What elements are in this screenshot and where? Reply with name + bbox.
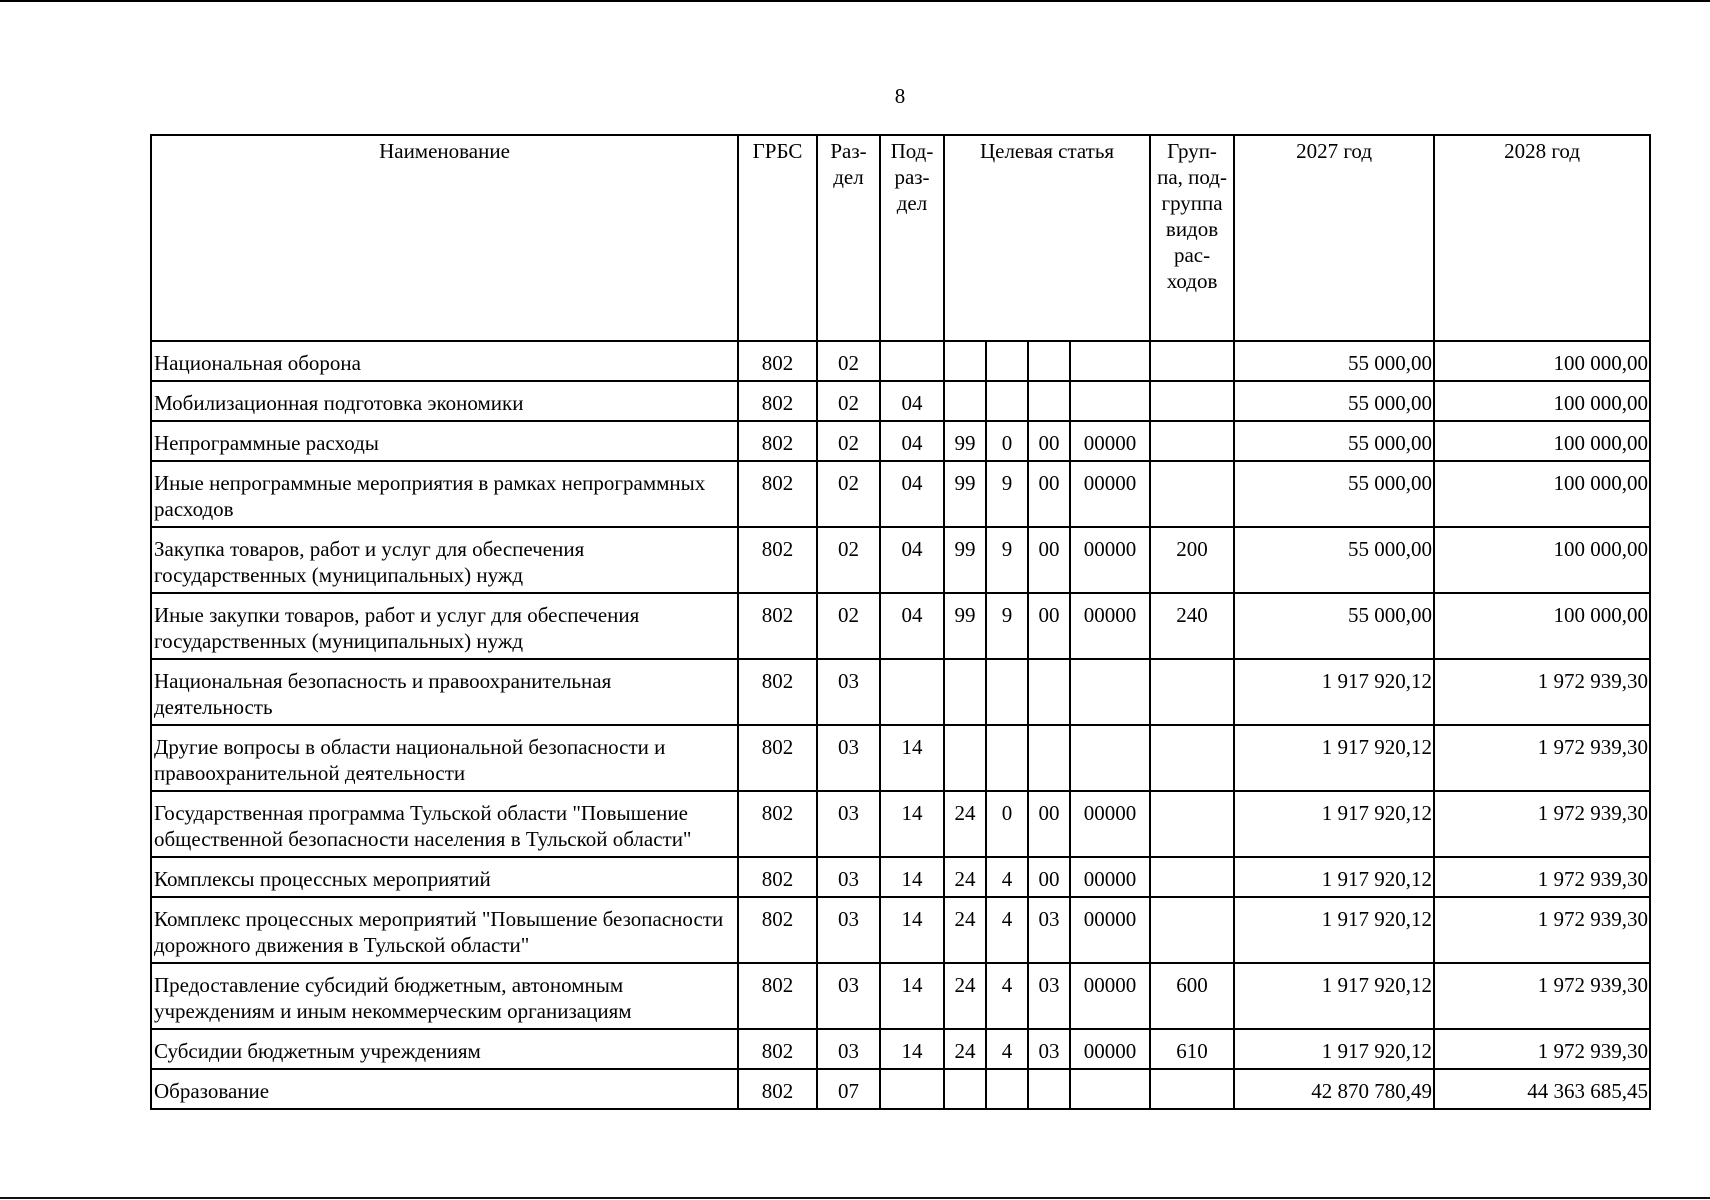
cell-cs-program: 99	[944, 593, 986, 659]
table-row	[151, 857, 1650, 897]
budget-table	[150, 134, 1651, 1110]
cell-cs-program: 99	[944, 421, 986, 461]
cell-vr	[1150, 421, 1234, 461]
cell-razdel: 03	[817, 659, 880, 725]
cell-2027: 1 917 920,12	[1234, 963, 1434, 1029]
table-row	[151, 1029, 1650, 1069]
cell-cs-program: 24	[944, 963, 986, 1029]
cell-cs-program: 24	[944, 857, 986, 897]
cell-cs-type: 4	[986, 1029, 1028, 1069]
cell-cs-type	[986, 659, 1028, 725]
cell-razdel: 03	[817, 1029, 880, 1069]
cell-podrazdel: 04	[880, 593, 944, 659]
cell-name: Непрограммные расходы	[151, 421, 738, 461]
cell-2027: 55 000,00	[1234, 527, 1434, 593]
cell-name: Национальная оборона	[151, 341, 738, 381]
cell-2027: 1 917 920,12	[1234, 857, 1434, 897]
cell-razdel: 03	[817, 963, 880, 1029]
cell-cs-subprogram: 00	[1028, 461, 1070, 527]
header-podrazdel: Под- раз- дел	[880, 135, 944, 341]
cell-cs-subprogram: 00	[1028, 791, 1070, 857]
cell-podrazdel	[880, 341, 944, 381]
cell-cs-type: 9	[986, 461, 1028, 527]
cell-cs-direction: 00000	[1070, 527, 1150, 593]
cell-cs-program: 24	[944, 897, 986, 963]
cell-2027: 1 917 920,12	[1234, 897, 1434, 963]
cell-cs-program	[944, 659, 986, 725]
cell-cs-program	[944, 381, 986, 421]
cell-cs-direction: 00000	[1070, 791, 1150, 857]
cell-grbs: 802	[738, 341, 817, 381]
cell-podrazdel: 04	[880, 461, 944, 527]
cell-vr	[1150, 659, 1234, 725]
cell-cs-type	[986, 1069, 1028, 1109]
cell-2028: 100 000,00	[1434, 461, 1650, 527]
cell-cs-program: 24	[944, 791, 986, 857]
cell-2028: 1 972 939,30	[1434, 725, 1650, 791]
header-name: Наименование	[151, 135, 738, 341]
cell-cs-subprogram: 00	[1028, 593, 1070, 659]
table-row	[151, 341, 1650, 381]
cell-vr: 610	[1150, 1029, 1234, 1069]
cell-razdel: 02	[817, 527, 880, 593]
cell-cs-type: 4	[986, 897, 1028, 963]
header-gruppa: Груп- па, под- группа видов рас- ходов	[1150, 135, 1234, 341]
cell-cs-subprogram: 00	[1028, 527, 1070, 593]
cell-vr	[1150, 857, 1234, 897]
cell-grbs: 802	[738, 857, 817, 897]
cell-cs-subprogram	[1028, 725, 1070, 791]
cell-cs-type: 9	[986, 593, 1028, 659]
cell-cs-type: 0	[986, 421, 1028, 461]
table-row	[151, 791, 1650, 857]
cell-cs-direction	[1070, 659, 1150, 725]
cell-name: Иные непрограммные мероприятия в рамках непрограммных расходов	[151, 461, 738, 527]
cell-vr: 200	[1150, 527, 1234, 593]
cell-cs-type	[986, 341, 1028, 381]
cell-cs-type: 4	[986, 963, 1028, 1029]
cell-2028: 1 972 939,30	[1434, 791, 1650, 857]
cell-vr: 240	[1150, 593, 1234, 659]
cell-cs-subprogram: 03	[1028, 897, 1070, 963]
scan-border-top	[0, 0, 1710, 2]
cell-cs-program: 99	[944, 461, 986, 527]
cell-vr	[1150, 791, 1234, 857]
cell-podrazdel: 14	[880, 857, 944, 897]
cell-grbs: 802	[738, 461, 817, 527]
cell-razdel: 02	[817, 593, 880, 659]
cell-cs-type	[986, 381, 1028, 421]
page-number: 8	[894, 84, 906, 108]
cell-cs-direction: 00000	[1070, 857, 1150, 897]
cell-name: Комплекс процессных мероприятий "Повышение безопасности дорожного движения в Тульской области"	[151, 897, 738, 963]
cell-grbs: 802	[738, 659, 817, 725]
cell-grbs: 802	[738, 527, 817, 593]
cell-name: Другие вопросы в области национальной безопасности и правоохранительной деятельности	[151, 725, 738, 791]
cell-2028: 44 363 685,45	[1434, 1069, 1650, 1109]
cell-cs-type	[986, 725, 1028, 791]
table-row	[151, 381, 1650, 421]
header-razdel: Раз- дел	[817, 135, 880, 341]
cell-cs-subprogram: 00	[1028, 421, 1070, 461]
cell-2027: 42 870 780,49	[1234, 1069, 1434, 1109]
cell-cs-direction: 00000	[1070, 593, 1150, 659]
scan-border-bottom	[0, 1197, 1710, 1199]
cell-vr	[1150, 725, 1234, 791]
cell-2027: 1 917 920,12	[1234, 659, 1434, 725]
cell-name: Закупка товаров, работ и услуг для обеспечения государственных (муниципальных) нужд	[151, 527, 738, 593]
cell-cs-subprogram	[1028, 381, 1070, 421]
table-body	[151, 341, 1650, 1109]
cell-cs-type: 0	[986, 791, 1028, 857]
cell-2027: 1 917 920,12	[1234, 725, 1434, 791]
cell-grbs: 802	[738, 791, 817, 857]
cell-podrazdel: 14	[880, 1029, 944, 1069]
cell-name: Субсидии бюджетным учреждениям	[151, 1029, 738, 1069]
header-2027: 2027 год	[1234, 135, 1434, 341]
cell-2027: 55 000,00	[1234, 421, 1434, 461]
table-header-row	[151, 135, 1650, 341]
cell-razdel: 03	[817, 725, 880, 791]
cell-razdel: 02	[817, 461, 880, 527]
cell-2028: 1 972 939,30	[1434, 1029, 1650, 1069]
cell-vr	[1150, 461, 1234, 527]
cell-cs-program: 24	[944, 1029, 986, 1069]
cell-cs-direction	[1070, 1069, 1150, 1109]
cell-cs-type: 9	[986, 527, 1028, 593]
cell-podrazdel	[880, 659, 944, 725]
cell-razdel: 02	[817, 381, 880, 421]
cell-razdel: 07	[817, 1069, 880, 1109]
cell-2028: 100 000,00	[1434, 421, 1650, 461]
cell-grbs: 802	[738, 593, 817, 659]
cell-cs-direction	[1070, 725, 1150, 791]
cell-razdel: 03	[817, 857, 880, 897]
cell-grbs: 802	[738, 897, 817, 963]
table-row	[151, 659, 1650, 725]
cell-razdel: 03	[817, 897, 880, 963]
cell-grbs: 802	[738, 421, 817, 461]
header-grbs: ГРБС	[738, 135, 817, 341]
table-row	[151, 963, 1650, 1029]
cell-podrazdel: 14	[880, 725, 944, 791]
cell-vr: 600	[1150, 963, 1234, 1029]
cell-2028: 1 972 939,30	[1434, 897, 1650, 963]
cell-2028: 100 000,00	[1434, 381, 1650, 421]
cell-2027: 55 000,00	[1234, 341, 1434, 381]
cell-2027: 1 917 920,12	[1234, 1029, 1434, 1069]
table-row	[151, 527, 1650, 593]
cell-podrazdel	[880, 1069, 944, 1109]
cell-cs-subprogram	[1028, 341, 1070, 381]
cell-name: Комплексы процессных мероприятий	[151, 857, 738, 897]
cell-2028: 100 000,00	[1434, 593, 1650, 659]
cell-podrazdel: 14	[880, 897, 944, 963]
cell-cs-subprogram: 00	[1028, 857, 1070, 897]
cell-cs-program	[944, 725, 986, 791]
cell-2028: 100 000,00	[1434, 341, 1650, 381]
cell-2027: 55 000,00	[1234, 593, 1434, 659]
table-row	[151, 461, 1650, 527]
cell-podrazdel: 04	[880, 381, 944, 421]
cell-name: Мобилизационная подготовка экономики	[151, 381, 738, 421]
cell-cs-subprogram	[1028, 659, 1070, 725]
cell-name: Предоставление субсидий бюджетным, автономным учреждениям и иным некоммерческим организациям	[151, 963, 738, 1029]
cell-2027: 1 917 920,12	[1234, 791, 1434, 857]
header-celevaya-statya: Целевая статья	[944, 135, 1150, 341]
table-row	[151, 421, 1650, 461]
cell-2028: 1 972 939,30	[1434, 659, 1650, 725]
cell-name: Образование	[151, 1069, 738, 1109]
cell-cs-subprogram	[1028, 1069, 1070, 1109]
cell-grbs: 802	[738, 725, 817, 791]
cell-cs-direction	[1070, 341, 1150, 381]
cell-2027: 55 000,00	[1234, 461, 1434, 527]
cell-grbs: 802	[738, 963, 817, 1029]
cell-cs-subprogram: 03	[1028, 1029, 1070, 1069]
cell-2028: 1 972 939,30	[1434, 857, 1650, 897]
cell-vr	[1150, 897, 1234, 963]
cell-razdel: 02	[817, 341, 880, 381]
cell-2027: 55 000,00	[1234, 381, 1434, 421]
cell-2028: 1 972 939,30	[1434, 963, 1650, 1029]
cell-grbs: 802	[738, 1069, 817, 1109]
cell-cs-type: 4	[986, 857, 1028, 897]
cell-cs-program: 99	[944, 527, 986, 593]
cell-cs-subprogram: 03	[1028, 963, 1070, 1029]
cell-cs-direction: 00000	[1070, 1029, 1150, 1069]
table-row	[151, 897, 1650, 963]
cell-podrazdel: 14	[880, 963, 944, 1029]
cell-podrazdel: 14	[880, 791, 944, 857]
cell-grbs: 802	[738, 1029, 817, 1069]
cell-podrazdel: 04	[880, 527, 944, 593]
table-row	[151, 1069, 1650, 1109]
cell-cs-direction	[1070, 381, 1150, 421]
table-row	[151, 593, 1650, 659]
cell-cs-program	[944, 1069, 986, 1109]
cell-cs-direction: 00000	[1070, 421, 1150, 461]
cell-name: Иные закупки товаров, работ и услуг для обеспечения государственных (муниципальных) нужд	[151, 593, 738, 659]
cell-cs-direction: 00000	[1070, 897, 1150, 963]
cell-grbs: 802	[738, 381, 817, 421]
cell-razdel: 02	[817, 421, 880, 461]
table-row	[151, 725, 1650, 791]
cell-vr	[1150, 341, 1234, 381]
cell-vr	[1150, 381, 1234, 421]
cell-cs-program	[944, 341, 986, 381]
cell-razdel: 03	[817, 791, 880, 857]
cell-vr	[1150, 1069, 1234, 1109]
header-2028: 2028 год	[1434, 135, 1650, 341]
cell-name: Государственная программа Тульской области "Повышение общественной безопасности населения в Тульской области"	[151, 791, 738, 857]
cell-podrazdel: 04	[880, 421, 944, 461]
cell-name: Национальная безопасность и правоохранительная деятельность	[151, 659, 738, 725]
cell-cs-direction: 00000	[1070, 963, 1150, 1029]
cell-cs-direction: 00000	[1070, 461, 1150, 527]
cell-2028: 100 000,00	[1434, 527, 1650, 593]
